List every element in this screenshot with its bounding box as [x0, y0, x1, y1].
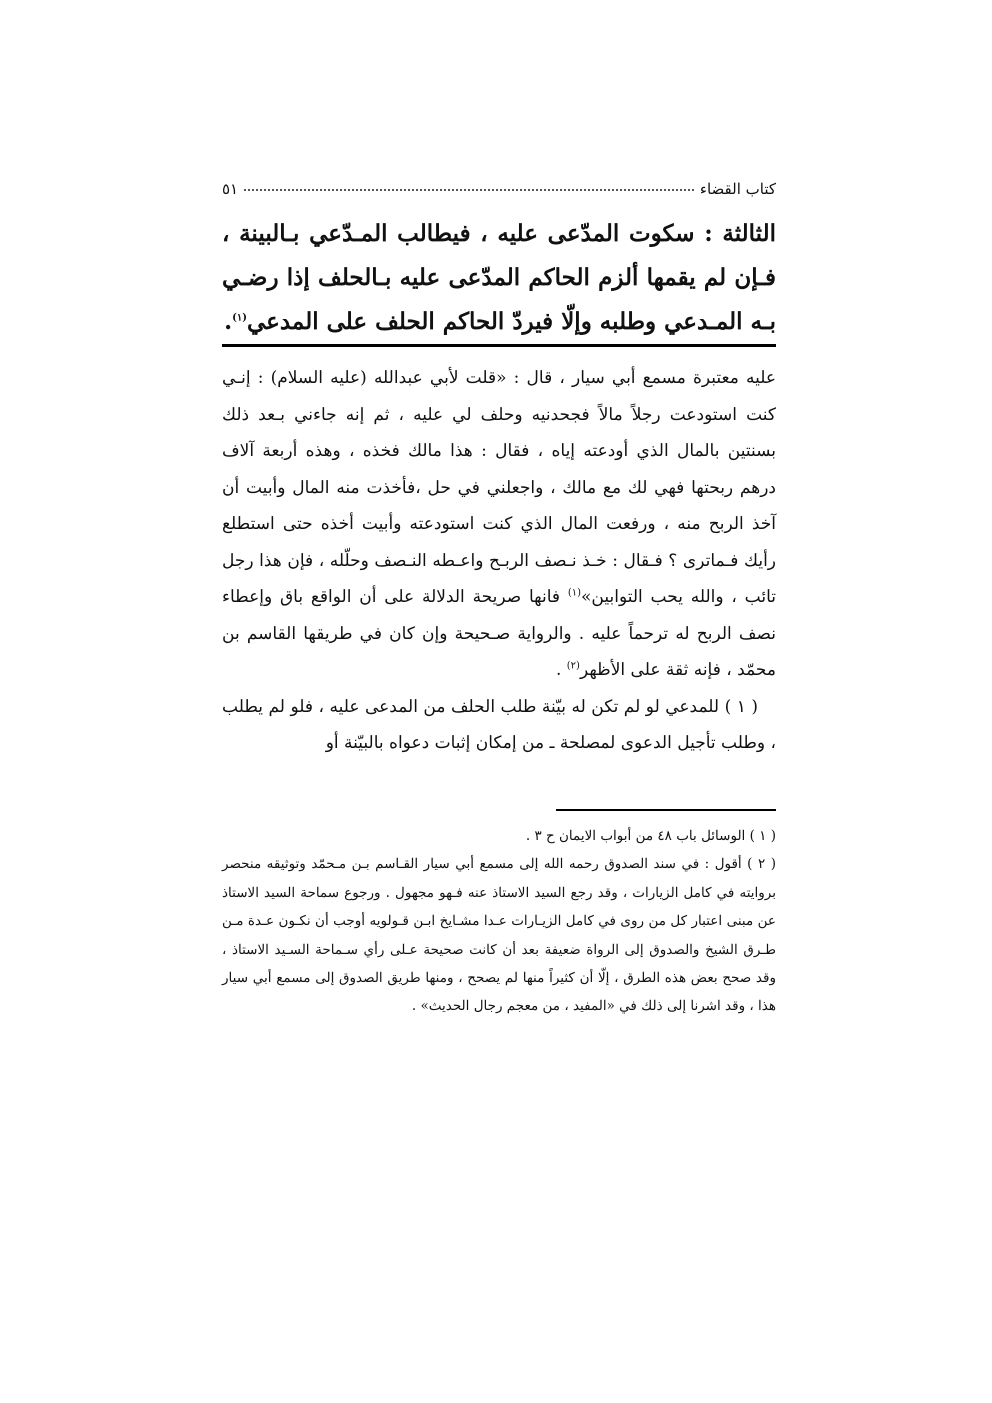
footnote-item: ( ٢ ) أقول : في سند الصدوق رحمه الله إلى مسمع أبي سيار القـاسم بـن مـحمّد وتوثيقه منحصر بروايته في كامل الزيارات ، وقد رجع السيد الاستاذ عنه فـهو مجهول . ورجوع سماحة السيد الاستاذ عن مبنى اعتبار كل من روى في كامل الزيـارات عـدا مشـايخ ابـن قـولويه أوجب أن نكـون عـدة مـن طـرق الشيخ والصدوق إلى الرواة ضعيفة بعد أن كانت صحيحة عـلى رأي سـماحة السـيد الاستاذ ، وقد صحح بعض هذه الطرق ، إلّا أن كثيراً منها لم يصحح ، ومنها طريق الصدوق إلى مسمع أبي سيار هذا ، وقد اشرنا إلى ذلك في «المفيد ، من معجم رجال الحديث» . [222, 856, 776, 1015]
footnote-mark: (١) [232, 312, 247, 324]
commentary-text: عليه معتبرة مسمع أبي سيار ، قال : «قلت لأبي عبدالله (عليه السلام) : إنـي كنت استودعت رجلاً مالاً فجحدنيه وحلف لي عليه ، ثم إنه جاءني بـعد ذلك بسنتين بالمال الذي أودعته إياه ، فقال : هذا مالك فخذه ، وهذه أربعة آلاف درهم ربحتها فهي لك مع مالك ، واجعلني في حل ،فأخذت منه المال وأبيت أن آخذ الربح منه ، ورفعت المال الذي كنت استودعته وأبيت أخذه حتى استطلع رأيك فـماترى ؟ فـقال : خـذ نـصف الربـح واعـطه النـصف وحلّله ، فإن هذا رجل تائب ، والله يحب التوابين» [222, 368, 776, 607]
footnotes [222, 822, 776, 1021]
leader-dots [244, 189, 694, 191]
section-divider [222, 344, 776, 347]
commentary-text: . [555, 660, 567, 680]
main-text-body: الثالثة : سكوت المدّعى عليه ، فيطالب المـدّعي بـالبينة ، فـإن لم يقمها ألزم الحاكم المدّعى عليه بـالحلف إذا رضـي بـه المـدعي وطلبه وإلّا فيردّ الحاكم الحلف على المدعي [222, 220, 776, 335]
page-number: ٥١ [222, 180, 239, 198]
running-head-title: كتاب القضاء [699, 180, 776, 198]
main-text-end: . [224, 308, 233, 335]
commentary-paragraph: ( ١ ) للمدعي لو لم تكن له بيّنة طلب الحلف من المدعى عليه ، فلو لم يطلب ، وطلب تأجيل الدعوى لمصلحة ـ من إمكان إثبات دعواه بالبيّنة أو [222, 696, 776, 753]
footnote-divider [556, 809, 776, 811]
commentary [222, 360, 776, 762]
main-text [222, 212, 776, 344]
footnote-mark: (١) [567, 587, 582, 599]
footnote-mark: (٢) [566, 660, 580, 672]
footnote-item: ( ١ ) الوسائل باب ٤٨ من أبواب الايمان ح ٣ . [525, 828, 776, 844]
commentary-paragraph [222, 360, 776, 689]
running-head [222, 170, 776, 198]
commentary-text: فانها صريحة الدلالة على أن الواقع باق وإعطاء نصف الربح له ترحماً عليه . والرواية صـحيحة وإن كان في طريقها القاسم بن محمّد ، فإنه ثقة على الأظهر [222, 587, 776, 680]
